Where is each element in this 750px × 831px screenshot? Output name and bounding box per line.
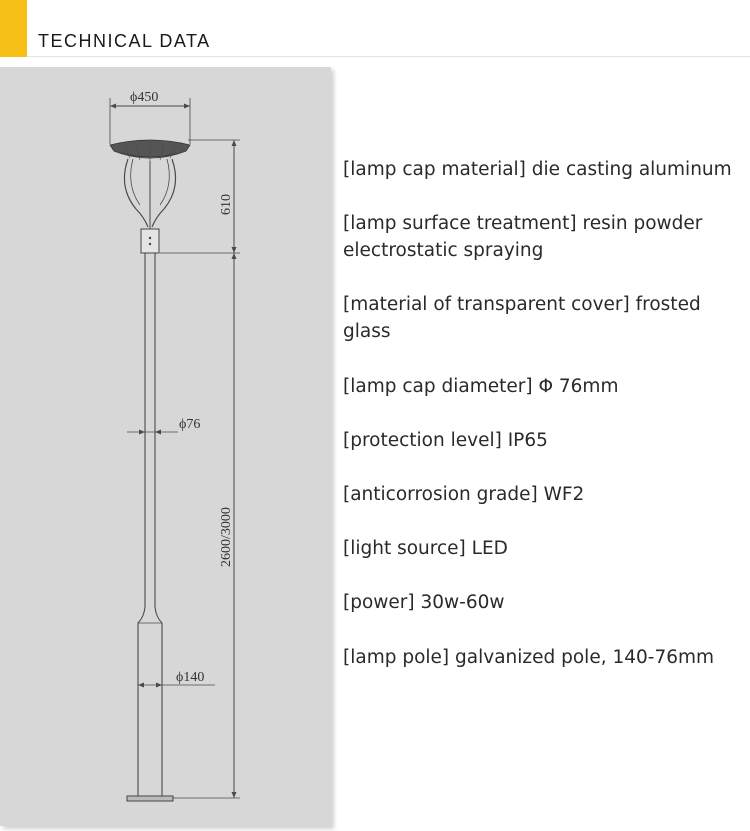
spec-item <box>343 644 743 671</box>
spec-label: [material of transparent cover] <box>343 294 630 315</box>
dim-label-pole-height: 2600/3000 <box>219 507 234 567</box>
spec-item <box>343 427 743 454</box>
dim-label-pole-base: ϕ140 <box>176 670 205 685</box>
spec-label: [lamp cap material] <box>343 159 526 180</box>
spec-label: [lamp surface treatment] <box>343 213 577 234</box>
spec-label: [power] <box>343 592 415 613</box>
pole-top-diameter-dimension <box>127 417 200 435</box>
spec-item <box>343 589 743 616</box>
spec-value: galvanized pole, 140-76mm <box>455 647 715 668</box>
dim-label-cap-width: ϕ450 <box>130 90 159 105</box>
cap-width-dimension <box>110 90 190 144</box>
spec-label: [anticorrosion grade] <box>343 484 538 505</box>
spec-value: IP65 <box>507 430 548 451</box>
lamp-pole <box>127 253 173 801</box>
lamp-cap <box>110 140 190 253</box>
lamp-post-drawing <box>0 67 331 826</box>
spec-item <box>343 291 743 345</box>
pole-base-diameter-dimension <box>138 670 215 688</box>
spec-item <box>343 535 743 562</box>
technical-drawing-panel <box>0 67 331 826</box>
spec-value: LED <box>471 538 508 559</box>
section-title: TECHNICAL DATA <box>38 31 211 51</box>
accent-bar <box>0 0 27 57</box>
spec-value: WF2 <box>543 484 585 505</box>
spec-item <box>343 210 743 264</box>
spec-value: frosted glass <box>343 294 701 342</box>
dim-label-pole-top: ϕ76 <box>179 417 201 432</box>
spec-value: die casting aluminum <box>531 159 732 180</box>
spec-item <box>343 481 743 508</box>
spec-item <box>343 156 743 183</box>
spec-label: [light source] <box>343 538 466 559</box>
spec-label: [lamp cap diameter] <box>343 376 533 397</box>
spec-item <box>343 373 743 400</box>
spec-value: Φ 76mm <box>538 376 619 397</box>
pole-height-dimension <box>173 253 240 798</box>
title-divider <box>27 56 750 57</box>
spec-label: [lamp pole] <box>343 647 450 668</box>
spec-value: resin powder electrostatic spraying <box>343 213 703 261</box>
spec-value: 30w-60w <box>420 592 505 613</box>
spec-label: [protection level] <box>343 430 502 451</box>
dim-label-cap-height: 610 <box>219 194 234 215</box>
